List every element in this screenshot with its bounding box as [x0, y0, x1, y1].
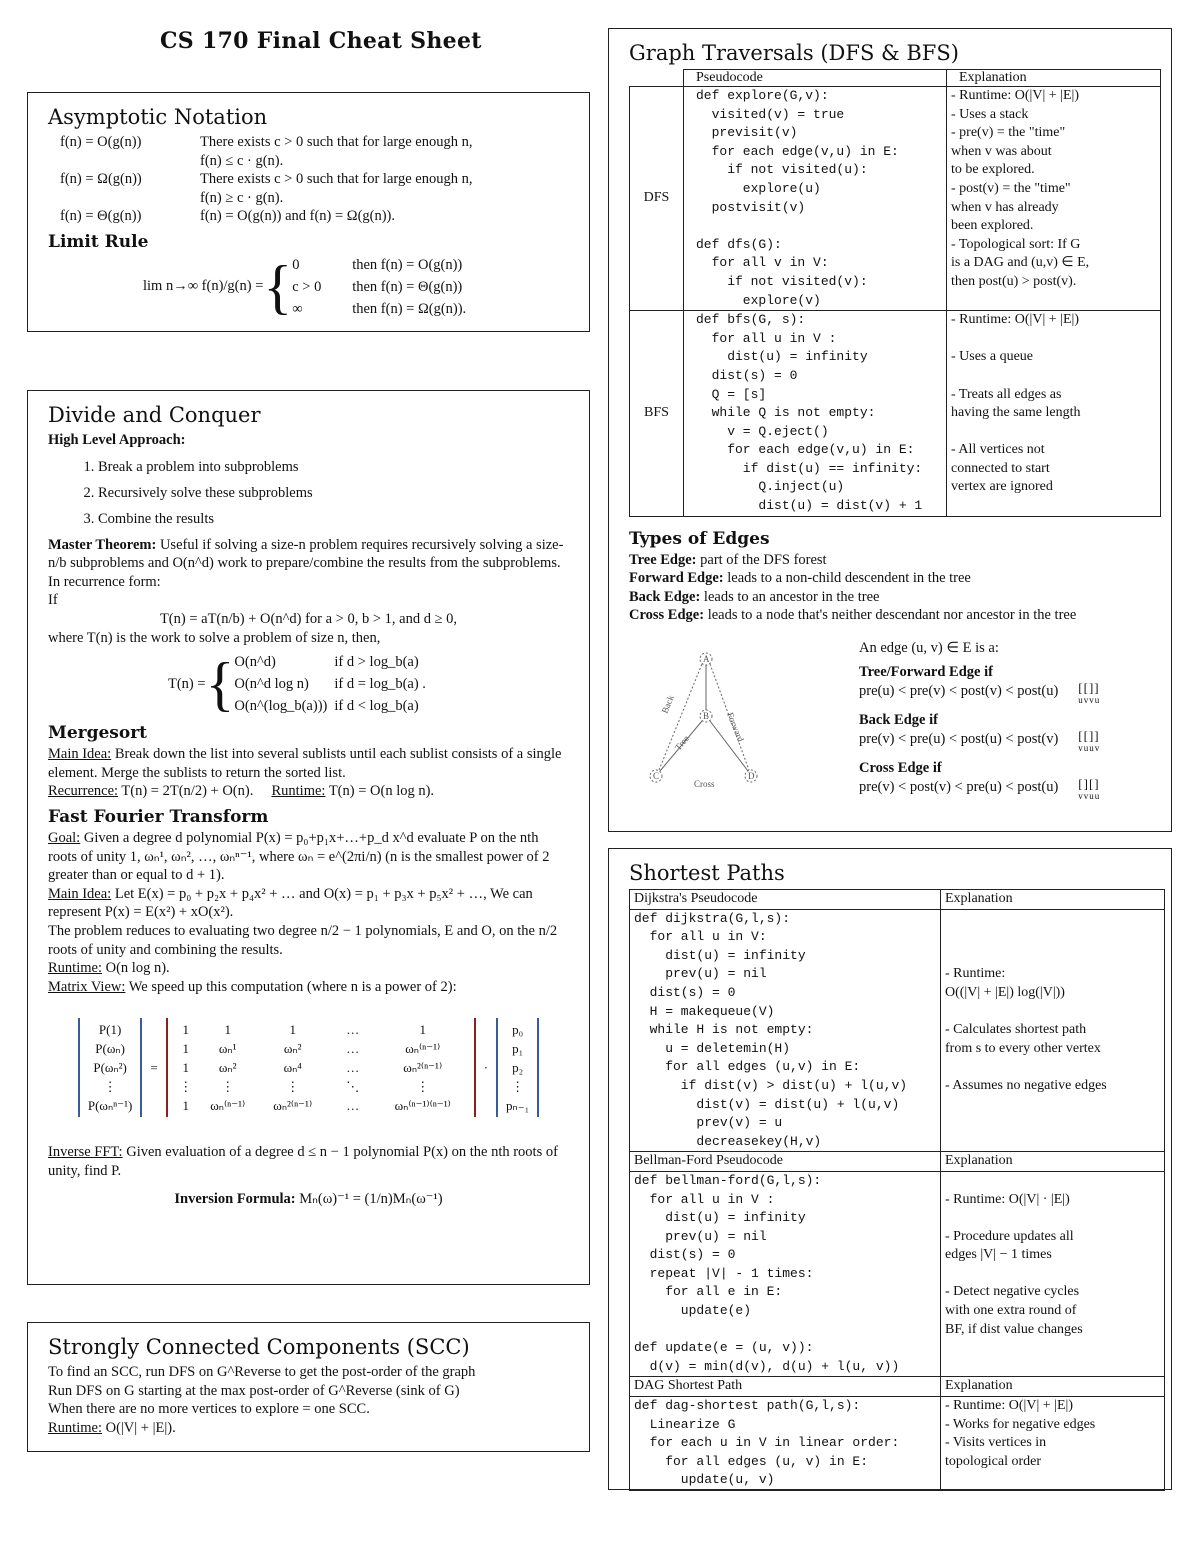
case-value: O(n^d log n): [234, 676, 309, 693]
code-line: for all u in V:: [634, 929, 767, 945]
matrix-entry: …: [346, 1041, 360, 1057]
explanation-line: - Uses a queue: [951, 349, 1034, 365]
code-line: u = deletemin(H): [634, 1040, 791, 1056]
node-label: C: [653, 771, 660, 782]
edge-label: Back: [659, 693, 676, 715]
shortest-paths-table: [629, 889, 1165, 1491]
code-line: for all u in V :: [696, 330, 837, 346]
pseudocode-title: DAG Shortest Path: [630, 1377, 941, 1397]
if-text: If: [48, 592, 58, 609]
code-line: dist(u) = infinity: [634, 1210, 806, 1226]
traversal-table: [629, 69, 1161, 517]
notation-row: [60, 207, 569, 226]
condition-formula: pre(v) < post(v) < pre(u) < post(u): [859, 778, 1059, 795]
column-header: Explanation: [947, 70, 1161, 87]
explanation-line: BF, if dist value changes: [945, 1321, 1083, 1337]
where-text: where T(n) is the work to solve a problem of size n, then,: [48, 629, 381, 646]
code-line: [634, 1321, 936, 1340]
section-heading: Strongly Connected Components (SCC): [48, 1335, 470, 1359]
explanation-title: Explanation: [941, 1377, 1165, 1397]
explanation-title: Explanation: [941, 890, 1165, 910]
matrix-entry: 1: [182, 1060, 189, 1076]
notation-definition-cont: f(n) ≥ c · g(n).: [200, 189, 284, 206]
master-theorem-text: Useful if solving a size-n problem requires recursively solving a size-n/b subproblems and O(n^d) work to prepare/combine the results from the subproblems. In recurrence form:: [48, 536, 564, 590]
edge-type-desc: leads to a non-child descendent in the tree: [727, 570, 971, 587]
code-line: if dist(v) > dist(u) + l(u,v): [634, 1077, 908, 1093]
recurrence-label: Recurrence:: [48, 783, 119, 800]
explanation-line: vertex are ignored: [951, 479, 1053, 495]
code-line: def bellman-ford(G,l,s):: [634, 1172, 822, 1188]
code-line: Q.inject(u): [696, 479, 845, 495]
explanation-cell: [941, 1397, 1165, 1491]
section-heading: Divide and Conquer: [48, 403, 261, 427]
code-line: while Q is not empty:: [696, 405, 876, 421]
explanation-cell: [941, 1171, 1165, 1377]
row-label: BFS: [630, 311, 684, 517]
edge-label: Cross: [694, 779, 715, 790]
scc-section: [27, 1322, 590, 1452]
page-title: CS 170 Final Cheat Sheet: [160, 28, 482, 54]
matrix-entry: …: [346, 1098, 360, 1114]
scc-line: To find an SCC, run DFS on G^Reverse to get the post-order of the graph: [48, 1364, 476, 1380]
main-idea-text: Let E(x) = p₀ + p₂x + p₄x² + … and O(x) = p₁ + p₃x + p₅x² + …, We can represent P(x) = E(x²) + xO(x²).: [48, 885, 533, 921]
nesting-diagram: [1078, 679, 1101, 706]
table-header-row: [630, 1152, 1165, 1172]
pseudocode-title: Bellman-Ford Pseudocode: [630, 1152, 941, 1172]
code-line: def dfs(G):: [696, 236, 782, 252]
case-value: 0: [292, 256, 300, 273]
vector-entry: pₙ₋₁: [506, 1098, 530, 1114]
edge-condition-name: Cross Edge if: [859, 759, 942, 776]
code-line: for all edges (u,v) in E:: [634, 1059, 861, 1075]
row-label: DFS: [630, 87, 684, 311]
t-lhs: T(n) =: [168, 675, 206, 692]
edge-type-name: Tree Edge:: [629, 551, 697, 568]
matrix-entry: 1: [289, 1022, 296, 1038]
code-line: [696, 217, 942, 236]
matrix-entry: 1: [419, 1022, 426, 1038]
node-label: D: [748, 771, 755, 782]
edge-type: [629, 551, 1161, 570]
edge-condition-name: Tree/Forward Edge if: [859, 663, 993, 680]
matrix-entry: ⋮: [286, 1079, 300, 1095]
explanation-line: is a DAG and (u,v) ∈ E,: [951, 255, 1090, 271]
matrix-entry: 1: [224, 1022, 231, 1038]
explanation-line: connected to start: [951, 460, 1050, 476]
edge-type-desc: leads to an ancestor in the tree: [703, 588, 880, 605]
fft-matrix: [48, 1018, 569, 1117]
matrix-entry: ωₙ²⁽ⁿ⁻¹⁾: [273, 1098, 313, 1114]
vector-entry: P(ωₙ²): [93, 1060, 127, 1076]
spacer: [60, 152, 200, 171]
matrix-view-text: We speed up this computation (where n is a power of 2):: [128, 978, 457, 995]
matrix-entry: 1: [182, 1098, 189, 1114]
explanation-line: [945, 1265, 1160, 1284]
node-label: B: [703, 711, 710, 722]
vector-entry: ⋮: [511, 1079, 525, 1095]
explanation-line: [945, 1058, 1160, 1077]
explanation-line: [951, 367, 1156, 386]
brackets: [][]: [1078, 775, 1100, 791]
pseudocode-cell: [684, 311, 947, 517]
table-row: [630, 909, 1165, 1152]
approach-label: High Level Approach:: [48, 432, 186, 448]
runtime-label: Runtime:: [48, 960, 102, 977]
case-condition: if d < log_b(a): [334, 698, 419, 715]
code-line: dist(u) = dist(v) + 1: [696, 498, 923, 514]
matrix-entry: ωₙ⁴: [283, 1060, 302, 1076]
code-line: for all edges (u, v) in E:: [634, 1453, 869, 1469]
code-line: if not visited(v):: [696, 273, 868, 289]
vector-entry: P(ωₙⁿ⁻¹): [87, 1098, 133, 1114]
dot-operator: ·: [483, 1059, 489, 1075]
runtime-text: T(n) = O(n log n).: [328, 783, 435, 800]
notation-lhs: f(n) = O(g(n)): [60, 134, 142, 150]
code-line: dist(s) = 0: [634, 984, 736, 1000]
explanation-line: [945, 1209, 1160, 1228]
code-line: prev(v) = u: [634, 1115, 783, 1131]
code-line: prev(u) = nil: [634, 1228, 767, 1244]
explanation-line: topological order: [945, 1453, 1042, 1469]
code-line: def explore(G,v):: [696, 88, 829, 103]
edge-label: Forward: [725, 711, 746, 744]
code-line: explore(u): [696, 180, 821, 196]
equals-sign: =: [150, 1059, 158, 1075]
matrix-entry: ⋮: [221, 1079, 235, 1095]
case-value: O(n^(log_b(a))): [234, 698, 328, 715]
explanation-line: - All vertices not: [951, 442, 1045, 458]
scc-line: Run DFS on G starting at the max post-order of G^Reverse (sink of G): [48, 1382, 460, 1399]
fft-heading: Fast Fourier Transform: [48, 806, 269, 827]
case-value: ∞: [292, 300, 303, 317]
code-line: for all v in V:: [696, 255, 829, 271]
limit-expression: lim n→∞ f(n)/g(n) =: [143, 278, 264, 295]
matrix-entry: 1: [182, 1041, 189, 1057]
matrix-entry: ωₙ¹: [218, 1041, 237, 1057]
code-line: for all e in E:: [634, 1284, 783, 1300]
explanation-cell: [947, 311, 1161, 517]
pseudocode-title: Dijkstra's Pseudocode: [630, 890, 941, 910]
notation-definition: There exists c > 0 such that for large enough n,: [200, 171, 473, 188]
vector-entry: p₂: [512, 1060, 524, 1076]
table-row: [630, 311, 1161, 517]
code-line: previsit(v): [696, 125, 798, 141]
explanation-line: - Calculates shortest path: [945, 1022, 1087, 1038]
table-header-row: [630, 1377, 1165, 1397]
explanation-line: [945, 1172, 1160, 1191]
matrix-entry: …: [346, 1060, 360, 1076]
goal-label: Goal:: [48, 829, 81, 846]
explanation-line: - Runtime: O(|V| · |E|): [945, 1191, 1070, 1207]
explanation-line: [945, 910, 1160, 929]
edge-type-desc: part of the DFS forest: [700, 551, 827, 568]
master-theorem-label: Master Theorem:: [48, 536, 157, 553]
condition-formula: pre(u) < pre(v) < post(v) < post(u): [859, 682, 1059, 699]
goal-text: Given a degree d polynomial P(x) = p₀+p₁x+…+p_d x^d evaluate P on the nth roots of unity 1, ωₙ¹, ωₙ², …, ωₙⁿ⁻¹, where ωₙ = e^(2πi/n) (n is the smallest power of 2 greater than or equal to d + 1).: [48, 829, 550, 884]
matrix-entry: ωₙ²: [218, 1060, 237, 1076]
table-row: [630, 87, 1161, 311]
explanation-line: when v has already: [951, 199, 1059, 215]
nesting-diagram: [1078, 775, 1101, 802]
edge-type-name: Cross Edge:: [629, 607, 705, 624]
case-value: c > 0: [292, 278, 322, 295]
vector-entry: ⋮: [103, 1079, 117, 1095]
matrix-entry: ωₙ²: [283, 1041, 302, 1057]
case-condition: if d > log_b(a): [334, 654, 419, 671]
inversion-formula: Mₙ(ω)⁻¹ = (1/n)Mₙ(ω⁻¹): [299, 1191, 443, 1208]
explanation-line: - Topological sort: If G: [951, 236, 1081, 252]
explanation-line: - Runtime: O(|V| + |E|): [951, 312, 1079, 328]
node-label: A: [703, 654, 710, 665]
code-line: if not visited(u):: [696, 162, 868, 178]
vector-entry: P(1): [98, 1022, 122, 1038]
dfs-edge-diagram: [639, 639, 839, 789]
code-line: def dag-shortest path(G,l,s):: [634, 1398, 861, 1414]
explanation-line: - Uses a stack: [951, 106, 1029, 122]
code-line: def bfs(G, s):: [696, 312, 806, 328]
explanation-line: with one extra round of: [945, 1303, 1077, 1319]
master-case: [234, 673, 426, 695]
matrix-entry: ωₙ⁽ⁿ⁻¹⁾: [210, 1098, 246, 1114]
code-line: dist(u) = infinity: [634, 947, 806, 963]
code-line: for all u in V :: [634, 1191, 775, 1207]
case-condition: then f(n) = Θ(g(n)): [352, 278, 463, 295]
runtime-text: O(n log n).: [105, 960, 170, 977]
explanation-line: - Works for negative edges: [945, 1416, 1096, 1432]
matrix-entry: 1: [182, 1022, 189, 1038]
notation-definition-cont: f(n) ≤ c · g(n).: [200, 152, 284, 169]
code-line: v = Q.eject(): [696, 423, 829, 439]
spacer: [60, 189, 200, 208]
explanation-line: [951, 423, 1156, 442]
vector-entry: p₀: [512, 1022, 524, 1038]
condition-formula: pre(v) < pre(u) < post(u) < post(v): [859, 730, 1059, 747]
code-line: repeat |V| - 1 times:: [634, 1265, 814, 1281]
code-line: dist(s) = 0: [696, 367, 798, 383]
inverse-fft-text: Given evaluation of a degree d ≤ n − 1 polynomial P(x) on the nth roots of unity, find P.: [48, 1144, 558, 1179]
explanation-line: when v was about: [951, 143, 1052, 159]
code-line: for each u in V in linear order:: [634, 1435, 900, 1451]
explanation-line: - Procedure updates all: [945, 1228, 1074, 1244]
brace: {: [263, 253, 293, 320]
recurrence-text: T(n) = 2T(n/2) + O(n).: [121, 783, 254, 800]
main-idea-label: Main Idea:: [48, 885, 112, 902]
explanation-line: - post(v) = the "time": [951, 180, 1071, 196]
code-line: while H is not empty:: [634, 1022, 814, 1038]
pseudocode-cell: [630, 909, 941, 1152]
explanation-line: been explored.: [951, 218, 1034, 234]
explanation-line: - Detect negative cycles: [945, 1284, 1080, 1300]
edge-type-name: Forward Edge:: [629, 570, 724, 587]
explanation-line: then post(u) > post(v).: [951, 273, 1077, 289]
explanation-line: [945, 1003, 1160, 1022]
edge-condition: [859, 679, 1101, 706]
matrix-entry: ⋮: [416, 1079, 430, 1095]
matrix-entry: ωₙ⁽ⁿ⁻¹⁾: [405, 1041, 441, 1057]
inversion-formula-label: Inversion Formula:: [174, 1191, 296, 1208]
code-line: dist(v) = dist(u) + l(u,v): [634, 1096, 900, 1112]
limit-rule-heading: Limit Rule: [48, 231, 149, 252]
explanation-line: having the same length: [951, 405, 1081, 421]
main-idea-text: Break down the list into several sublists until each sublist consists of a single element. Merge the sublists to return the sorted list.: [48, 746, 562, 781]
brackets: [[]]: [1078, 727, 1100, 743]
vector: [496, 1018, 539, 1117]
explanation-title: Explanation: [941, 1152, 1165, 1172]
code-line: d(v) = min(d(v), d(u) + l(u, v)): [634, 1358, 900, 1374]
code-line: if dist(u) == infinity:: [696, 460, 923, 476]
bracket-labels: vvuu: [1078, 790, 1101, 801]
code-line: def dijkstra(G,l,s):: [634, 910, 791, 926]
divide-and-conquer-section: [27, 390, 590, 1285]
edge-label: Tree: [672, 733, 691, 753]
matrix-entry: ωₙ⁽ⁿ⁻¹⁾⁽ⁿ⁻¹⁾: [394, 1098, 451, 1114]
nesting-diagram: [1078, 727, 1101, 754]
explanation-line: - Assumes no negative edges: [945, 1077, 1107, 1093]
pseudocode-cell: [630, 1171, 941, 1377]
mergesort-heading: Mergesort: [48, 723, 148, 744]
pseudocode-cell: [684, 87, 947, 311]
asymptotic-notation-section: [27, 92, 590, 332]
explanation-cell: [947, 87, 1161, 311]
section-heading: Asymptotic Notation: [48, 105, 268, 129]
edge-type: [629, 606, 1161, 625]
matrix-view-label: Matrix View:: [48, 978, 126, 995]
shortest-paths-section: [608, 848, 1172, 1490]
main-idea-label: Main Idea:: [48, 746, 112, 763]
limit-case: [292, 254, 466, 276]
runtime-text: O(|V| + |E|).: [105, 1419, 176, 1436]
code-line: decreasekey(H,v): [634, 1133, 822, 1149]
graph-traversals-section: [608, 28, 1172, 832]
code-line: postvisit(v): [696, 199, 806, 215]
edge-type-name: Back Edge:: [629, 588, 701, 605]
edge-intro: An edge (u, v) ∈ E is a:: [859, 640, 999, 657]
notation-lhs: f(n) = Ω(g(n)): [60, 171, 142, 188]
code-line: explore(v): [696, 292, 821, 308]
scc-line: When there are no more vertices to explore = one SCC.: [48, 1401, 370, 1418]
code-line: H = makequeue(V): [634, 1003, 775, 1019]
explanation-line: - Runtime:: [945, 966, 1006, 982]
explanation-cell: [941, 909, 1165, 1152]
code-line: dist(u) = infinity: [696, 349, 868, 365]
vector: [78, 1018, 142, 1117]
code-line: Q = [s]: [696, 386, 767, 402]
code-line: visited(v) = true: [696, 106, 845, 122]
explanation-line: from s to every other vertex: [945, 1040, 1101, 1056]
case-value: O(n^d): [234, 654, 276, 671]
case-condition: then f(n) = O(g(n)): [352, 256, 463, 273]
step-item: 3. Combine the results: [98, 506, 569, 532]
explanation-line: - Visits vertices in: [945, 1435, 1047, 1451]
code-line: dist(s) = 0: [634, 1247, 736, 1263]
explanation-line: - Runtime: O(|V| + |E|): [945, 1398, 1073, 1414]
pseudocode-cell: [630, 1397, 941, 1491]
vector-entry: p₁: [512, 1041, 524, 1057]
explanation-line: [951, 330, 1156, 349]
explanation-line: O((|V| + |E|) log(|V|)): [945, 984, 1065, 1000]
table-header-row: [630, 890, 1165, 910]
steps-list: [48, 454, 569, 532]
runtime-label: Runtime:: [48, 1419, 102, 1436]
code-line: update(u, v): [634, 1472, 775, 1488]
edge-type: [629, 588, 1161, 607]
table-row: [630, 1171, 1165, 1377]
case-condition: if d = log_b(a) .: [334, 676, 426, 693]
code-line: prev(u) = nil: [634, 966, 767, 982]
code-line: def update(e = (u, v)):: [634, 1340, 814, 1356]
types-of-edges-heading: Types of Edges: [629, 528, 770, 549]
explanation-line: - Runtime: O(|V| + |E|): [951, 88, 1079, 103]
code-line: for each edge(v,u) in E:: [696, 143, 899, 159]
step-item: 1. Break a problem into subproblems: [98, 454, 569, 480]
section-heading: Shortest Paths: [629, 861, 785, 885]
step-item: 2. Recursively solve these subproblems: [98, 480, 569, 506]
matrix-entry: …: [346, 1022, 360, 1038]
edge-condition: [859, 775, 1101, 802]
edge-type-desc: leads to a node that's neither descendant nor ancestor in the tree: [707, 607, 1077, 624]
edge-condition: [859, 727, 1101, 754]
edge-type: [629, 569, 1161, 588]
explanation-line: - pre(v) = the "time": [951, 125, 1066, 141]
explanation-line: edges |V| − 1 times: [945, 1247, 1052, 1263]
table-row: [630, 1397, 1165, 1491]
recurrence-formula: T(n) = aT(n/b) + O(n^d) for a > 0, b > 1, and d ≥ 0,: [159, 610, 458, 627]
code-line: for each edge(v,u) in E:: [696, 442, 915, 458]
inverse-fft-label: Inverse FFT:: [48, 1144, 123, 1161]
notation-row: [60, 133, 569, 170]
section-heading: Graph Traversals (DFS & BFS): [629, 41, 959, 65]
limit-case: [292, 298, 466, 320]
edge-condition-name: Back Edge if: [859, 711, 938, 728]
back-edge: [659, 664, 702, 770]
code-line: update(e): [634, 1303, 752, 1319]
code-line: Linearize G: [634, 1416, 736, 1432]
runtime-label: Runtime:: [271, 783, 326, 800]
master-case: [234, 695, 426, 717]
column-header: Pseudocode: [684, 70, 947, 87]
explanation-line: [945, 928, 1160, 947]
reduces-text: The problem reduces to evaluating two degree n/2 − 1 polynomials, E and O, on the n/2 roots of unity and combining the results.: [48, 922, 558, 958]
notation-row: [60, 170, 569, 207]
case-condition: then f(n) = Ω(g(n)).: [352, 300, 467, 317]
explanation-line: [945, 947, 1160, 966]
limit-case: [292, 276, 466, 298]
notation-lhs: f(n) = Θ(g(n)): [60, 208, 142, 225]
matrix-entry: ⋮: [179, 1079, 193, 1095]
master-case: [234, 651, 426, 673]
dft-matrix: [166, 1018, 476, 1117]
explanation-line: - Treats all edges as: [951, 386, 1062, 402]
matrix-entry: ωₙ²⁽ⁿ⁻¹⁾: [403, 1060, 443, 1076]
bracket-labels: vuuv: [1078, 742, 1101, 753]
explanation-line: to be explored.: [951, 162, 1035, 178]
vector-entry: P(ωₙ): [95, 1041, 125, 1057]
brackets: [[]]: [1078, 679, 1100, 695]
matrix-entry: ⋱: [346, 1079, 360, 1095]
notation-definition: There exists c > 0 such that for large enough n,: [200, 134, 473, 150]
notation-definition: f(n) = O(g(n)) and f(n) = Ω(g(n)).: [200, 208, 396, 225]
bracket-labels: uvvu: [1078, 694, 1101, 705]
brace: {: [205, 651, 235, 718]
